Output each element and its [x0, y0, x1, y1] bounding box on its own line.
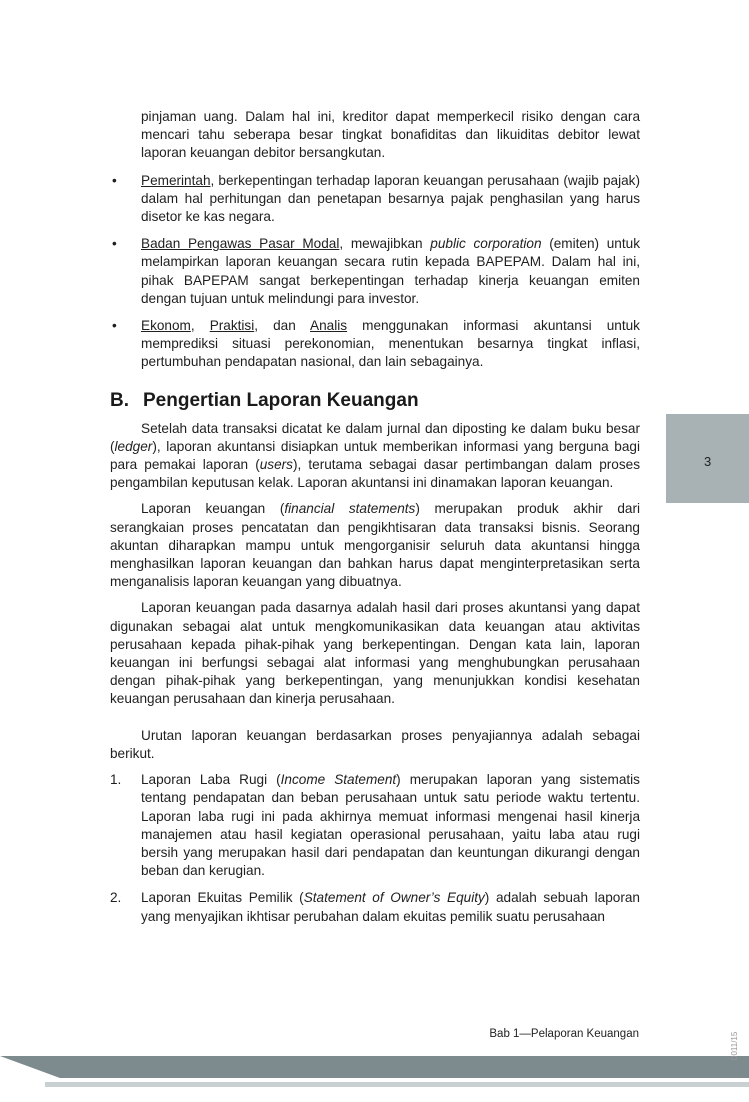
chapter-tab-number: 3 [704, 454, 712, 469]
italic-term: financial statements [284, 501, 416, 517]
italic-term: Statement of Owner’s Equity [303, 890, 485, 906]
footer-bar-bottom [0, 1092, 749, 1102]
numbered-item-1 [110, 771, 640, 880]
text-run: ) merupakan laporan yang sistematis tentang pendapatan dan beban perusahaan untuk satu periode waktu tertentu. Laporan laba rugi ini pada akhirnya memuat informasi mengenai hasil kinerja manajemen atau hasil kegiatan operasional perusahaan, yaitu laba atau rugi bersih yang merupakan hasil dari pendapatan dan keuntungan dikurangi dengan beban dan kerugian. [141, 772, 640, 879]
section-letter: B. [110, 389, 129, 411]
text-run: ) merupakan produk akhir dari serangkaian proses pencatatan dan pengikhtisaran data transaksi bisnis. Seorang akuntan diharapkan mampu untuk mengorganisir seluruh data akuntansi hingga menghasilkan laporan keuangan dan bahkan harus dapat menginterpretasikan serta menganalisis laporan keuangan yang dibuatnya. [110, 501, 641, 590]
footer-bar-dark [0, 1056, 749, 1078]
section-heading [110, 390, 640, 412]
term-pemerintah: Pemerintah [141, 172, 211, 188]
text-run: ), laporan akuntansi disiapkan untuk memberikan informasi yang berguna bagi para pemakai laporan ( [110, 438, 640, 473]
print-code: 0011/15 [730, 1031, 739, 1060]
text-run: Laporan Laba Rugi ( [141, 772, 281, 788]
text-run: Laporan keuangan ( [141, 501, 285, 517]
text-run: ), terutama sebagai dasar pertimbangan dalam proses pengambilan keputusan kelak. Laporan akuntansi ini dinamakan laporan keuangan. [110, 457, 640, 491]
term-bapepam: Badan Pengawas Pasar Modal [141, 236, 340, 252]
italic-term: public corporation [430, 236, 542, 252]
section-title: Pengertian Laporan Keuangan [143, 389, 419, 411]
text-run: Laporan Ekuitas Pemilik ( [141, 890, 304, 906]
numbered-item-2 [110, 889, 640, 925]
bullet-marker: • [112, 318, 117, 334]
number-marker: 1. [110, 772, 122, 788]
bullet-marker: • [112, 236, 117, 252]
separator: , [190, 318, 210, 334]
bullet-marker: • [112, 172, 117, 188]
bullet-item-bapepam [110, 235, 640, 308]
footer-bar-light [45, 1082, 749, 1087]
term-analis: Analis [310, 318, 348, 334]
footer-decoration [0, 1056, 749, 1102]
bullet-item-pemerintah [110, 172, 640, 227]
separator: , dan [254, 318, 311, 334]
paragraph-2 [110, 500, 640, 591]
bullet-text: , mewajibkan [339, 236, 431, 252]
paragraph-1 [110, 420, 640, 493]
term-ekonom: Ekonom [141, 318, 191, 334]
bullet-item-ekonom [110, 317, 640, 372]
page-body [110, 108, 640, 935]
running-footer: Bab 1—Pelaporan Keuangan [489, 1028, 639, 1040]
continued-paragraph: pinjaman uang. Dalam hal ini, kreditor dapat memperkecil risiko dengan cara mencari tahu seberapa besar tingkat bonafiditas dan likuiditas debitor lewat laporan keuangan debitor bersangkutan. [141, 109, 640, 161]
bullet-text: (emiten) untuk melampirkan laporan keuangan secara rutin kepada BAPEPAM. Dalam hal ini, pihak BAPEPAM sangat berkepentingan terhadap kinerja keuangan emiten dengan tujuan untuk melindungi para investor. [141, 236, 640, 306]
chapter-side-tab [666, 414, 749, 503]
bullet-text: menggunakan informasi akuntansi untuk memprediksi situasi perekonomian, menentukan besarnya tingkat inflasi, pertumbuhan pendapatan nasional, dan lain sebagainya. [141, 318, 640, 370]
italic-term: ledger [114, 438, 153, 454]
paragraph-3: Laporan keuangan pada dasarnya adalah hasil dari proses akuntansi yang dapat digunakan sebagai alat untuk mengkomunikasikan data keuangan atau aktivitas perusahaan kepada pihak-pihak yang berkepentingan. Dengan kata lain, laporan keuangan ini berfungsi sebagai alat informasi yang menghubungkan perusahaan dengan pihak-pihak yang berkepentingan, yang menunjukkan kondisi kesehatan keuangan perusahaan dan kinerja perusahaan. [110, 600, 640, 707]
term-praktisi: Praktisi [209, 318, 255, 334]
italic-term: Income Statement [280, 772, 397, 788]
number-marker: 2. [110, 890, 122, 906]
italic-term: users [259, 457, 293, 473]
text-run: Setelah data transaksi dicatat ke dalam jurnal dan diposting ke dalam buku besar ( [110, 420, 640, 454]
text-run: ) adalah sebuah laporan yang menyajikan ikhtisar perubahan dalam ekuitas pemilik suatu perusahaan [141, 890, 640, 924]
paragraph-4: Urutan laporan keuangan berdasarkan proses penyajiannya adalah sebagai berikut. [110, 727, 640, 761]
bullet-text: , berkepentingan terhadap laporan keuangan perusahaan (wajib pajak) dalam hal perhitungan dan penetapan besarnya pajak penghasilan yang harus disetor ke kas negara. [141, 172, 640, 225]
